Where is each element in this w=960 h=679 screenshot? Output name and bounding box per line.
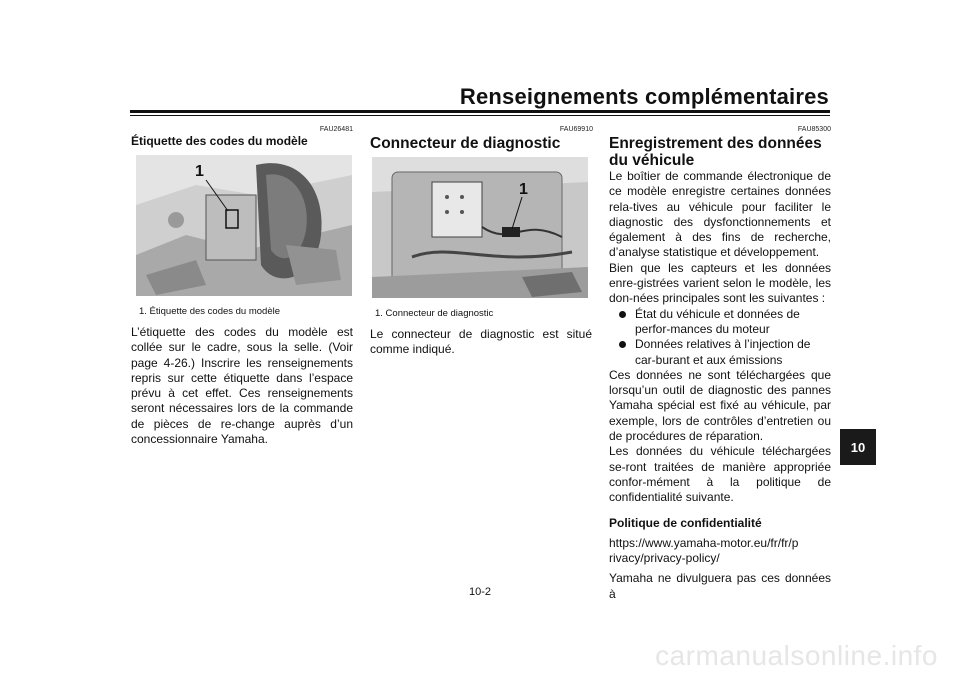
paragraph: Bien que les capteurs et les données enre-gistrées varient selon le modèle, les don-nées principales sont les suivantes :: [609, 260, 831, 306]
watermark: carmanualsonline.info: [655, 640, 938, 671]
photo-diagnostic: [372, 157, 588, 298]
list-item-text: État du véhicule et données de perfor-mances du moteur: [635, 306, 800, 336]
subheading-privacy: Politique de confidentialité: [609, 515, 762, 530]
list-item-text: Données relatives à l’injection de car-burant et aux émissions: [635, 337, 811, 367]
paragraph: Le boîtier de commande électronique de ce modèle enregistre certaines données rela-tives au véhicule pour faciliter le diagnostic des dysfonctionnements et également à des fins de recherche, d’analyse statistique et développement.: [609, 169, 831, 260]
paragraph: Yamaha ne divulguera pas ces données à: [609, 571, 831, 601]
header-rule-thin: [130, 115, 830, 116]
paragraph: Les données du véhicule téléchargées se-ront traitées de manière appropriée confor-mément à la politique de confidentialité suivante.: [609, 444, 831, 505]
page-number: 10-2: [468, 586, 492, 598]
caption-diagnostic: 1. Connecteur de diagnostic: [375, 308, 494, 319]
list-item: [609, 337, 831, 368]
section-code-model-label: FAU26481: [319, 126, 353, 133]
body-model-label: L’étiquette des codes du modèle est collée sur le cadre, sous la selle. (Voir page 4-26.) Inscrire les renseignements repris sur cette étiquette dans l’espace prévu à cet effet. Ces renseignements seront nécessaires lors de la commande de pièces de re-change auprès d’un concessionnaire Yamaha.: [131, 325, 353, 447]
callout-number: 1: [195, 163, 204, 180]
callout-number: 1: [519, 181, 528, 198]
bullet-icon: [619, 311, 626, 318]
photo-model-label: [136, 155, 352, 296]
section-code-data-recording: FAU85300: [797, 126, 831, 133]
body-data-recording: [609, 169, 831, 602]
caption-model-label: 1. Étiquette des codes du modèle: [139, 306, 281, 317]
paragraph: Ces données ne sont téléchargées que lorsqu’un outil de diagnostic des pannes Yamaha spécial est fixé au véhicule, par exemple, lors de contrôles d’entretien ou de procédures de réparation.: [609, 367, 831, 444]
body-diagnostic: Le connecteur de diagnostic est situé comme indiqué.: [370, 327, 592, 357]
heading-model-label: Étiquette des codes du modèle: [131, 134, 308, 148]
heading-data-recording: Enregistrement des données du véhicule: [609, 135, 822, 169]
section-code-diagnostic: FAU69910: [559, 126, 593, 133]
list-item: [609, 307, 831, 338]
header-rule-thick: [130, 110, 830, 113]
heading-diagnostic: Connecteur de diagnostic: [370, 135, 561, 152]
bullet-icon: [619, 341, 626, 348]
page-title: Renseignements complémentaires: [459, 84, 829, 109]
chapter-tab: 10: [840, 429, 876, 465]
privacy-url[interactable]: https://www.yamaha-motor.eu/fr/fr/privacy/privacy-policy/: [609, 535, 799, 566]
